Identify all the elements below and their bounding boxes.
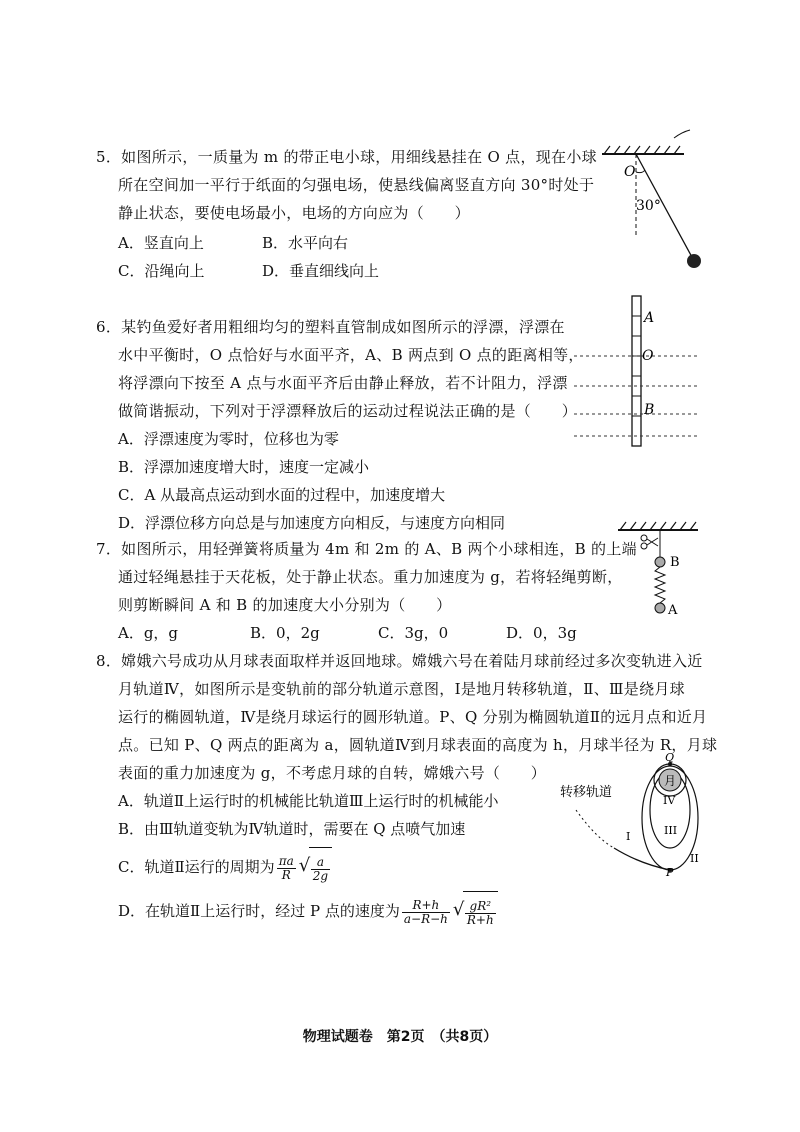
q6-line-3: 将浮漂向下按至 A 点与水面平齐后由静止释放，若不计阻力，浮漂 — [118, 374, 568, 392]
ball-a — [655, 603, 665, 613]
q8-line-3: 运行的椭圆轨道，Ⅳ是绕月球运行的圆形轨道。P、Q 分别为椭圆轨道Ⅱ的远月点和近月 — [118, 708, 708, 726]
q8-option-c — [118, 846, 332, 888]
transfer-orbit-dashed — [576, 810, 614, 848]
q5-option-d: D．垂直细线向上 — [262, 262, 380, 280]
fraction-denominator: a−R−h — [403, 911, 448, 926]
q8-option-d-root — [463, 891, 498, 934]
transfer-orbit-label: 转移轨道 — [560, 785, 613, 800]
q5-option-b: B．水平向右 — [262, 234, 349, 252]
q5-option-a: A．竖直向上 — [118, 234, 204, 252]
root-numerator: √ gR² — [465, 900, 496, 914]
q7-line-2: 通过轻绳悬挂于天花板，处于静止状态。重力加速度为 g，若将轻绳剪断， — [118, 568, 623, 586]
q7-line-3: 则剪断瞬间 A 和 B 的加速度大小分别为（ ） — [118, 596, 452, 614]
page-footer: 物理试题卷 第2页 （共8页） — [302, 1029, 498, 1045]
q7-option-a: A．g，g — [118, 624, 179, 642]
q7-spring-figure — [612, 518, 702, 636]
label-q: Q — [665, 752, 675, 764]
fraction-numerator: πa — [278, 853, 294, 868]
label-a: A — [668, 603, 678, 618]
float-tube — [632, 296, 641, 446]
root-denominator: 2g — [312, 869, 329, 883]
angle-arc — [636, 170, 645, 173]
fraction-numerator: R+h — [402, 899, 450, 913]
q5-option-c: C．沿绳向上 — [118, 262, 205, 280]
q7-option-b: B．0，2g — [250, 624, 320, 642]
q6-option-b: B．浮漂加速度增大时，速度一定减小 — [118, 458, 370, 476]
q5-pendulum-figure — [596, 126, 706, 276]
label-b: B — [670, 555, 680, 570]
q8-option-a: A．轨道Ⅱ上运行时的机械能比轨道Ⅲ上运行时的机械能小 — [118, 792, 499, 810]
q6-float-figure — [570, 290, 700, 460]
q6-line-4: 做简谐振动，下列对于浮漂释放后的运动过程说法正确的是（ ） — [118, 402, 578, 420]
q8-option-d-fraction — [402, 899, 450, 926]
q7-option-d: D．0，3g — [506, 624, 577, 642]
q5-line-3: 静止状态，要使电场最小，电场的方向应为（ ） — [118, 204, 470, 222]
q5-line-1: 5．如图所示，一质量为 m 的带正电小球，用细线悬挂在 O 点，现在小球 — [96, 148, 597, 166]
root-numerator: √ a — [311, 856, 330, 870]
ball-b — [655, 557, 665, 567]
angle-label: 30° — [636, 198, 661, 214]
label-o: O — [642, 348, 654, 364]
q8-option-d-prefix: D．在轨道Ⅱ上运行时，经过 P 点的速度为 — [118, 902, 400, 920]
q6-line-1: 6．某钓鱼爱好者用粗细均匀的塑料直管制成如图所示的浮漂，浮漂在 — [96, 318, 565, 336]
fraction-denominator: R — [281, 867, 291, 882]
label-p: P — [666, 866, 674, 878]
q6-option-d: D．浮漂位移方向总是与加速度方向相反，与速度方向相同 — [118, 514, 506, 532]
root-denominator: R+h — [466, 913, 494, 927]
orbit-iv-label: IV — [663, 794, 676, 807]
q7-option-c: C．3g，0 — [378, 624, 449, 642]
q5-line-2: 所在空间加一平行于纸面的匀强电场，使悬线偏离竖直方向 30°时处于 — [118, 176, 595, 194]
label-b: B — [644, 402, 655, 418]
orbit-ii-label: II — [690, 852, 699, 865]
ceiling-hatch — [604, 146, 680, 154]
q8-option-c-root — [309, 847, 332, 890]
q6-option-a: A．浮漂速度为零时，位移也为零 — [118, 430, 339, 448]
pencil-mark — [674, 130, 690, 138]
q8-line-5: 表面的重力加速度为 g，不考虑月球的自转，嫦娥六号（ ） — [118, 764, 547, 782]
charged-ball — [687, 254, 701, 268]
q8-line-4: 点。已知 P、Q 两点的距离为 a，圆轨道Ⅳ到月球表面的高度为 h，月球半径为 R，月球 — [118, 736, 718, 754]
label-o: O — [624, 164, 636, 180]
orbit-iii-label: III — [664, 824, 678, 837]
q8-line-1: 8．嫦娥六号成功从月球表面取样并返回地球。嫦娥六号在着陆月球前经过多次变轨进入近 — [96, 652, 703, 670]
q8-orbit-figure — [556, 752, 716, 878]
label-a: A — [644, 310, 655, 326]
q8-option-d — [118, 890, 498, 932]
q7-line-1: 7．如图所示，用轻弹簧将质量为 4m 和 2m 的 A、B 两个小球相连，B 的上端 — [96, 540, 637, 558]
q6-option-c: C．A 从最高点运动到水面的过程中，加速度增大 — [118, 486, 446, 504]
ceiling-hatch — [620, 522, 696, 530]
moon-label: 月 — [664, 774, 677, 788]
orbit-i — [614, 848, 670, 870]
q8-option-c-fraction — [277, 855, 296, 882]
orbit-i-label: I — [626, 830, 631, 843]
q8-option-c-prefix: C．轨道Ⅱ运行的周期为 — [118, 858, 275, 876]
q8-line-2: 月轨道Ⅳ，如图所示是变轨前的部分轨道示意图，Ⅰ是地月转移轨道，Ⅱ、Ⅲ是绕月球 — [118, 680, 685, 698]
q6-line-2: 水中平衡时，O 点恰好与水面平齐，A、B 两点到 O 点的距离相等， — [118, 346, 584, 364]
spring — [655, 567, 665, 603]
q8-option-b: B．由Ⅲ轨道变轨为Ⅳ轨道时，需要在 Q 点喷气加速 — [118, 820, 466, 838]
scissors-icon — [641, 535, 658, 549]
